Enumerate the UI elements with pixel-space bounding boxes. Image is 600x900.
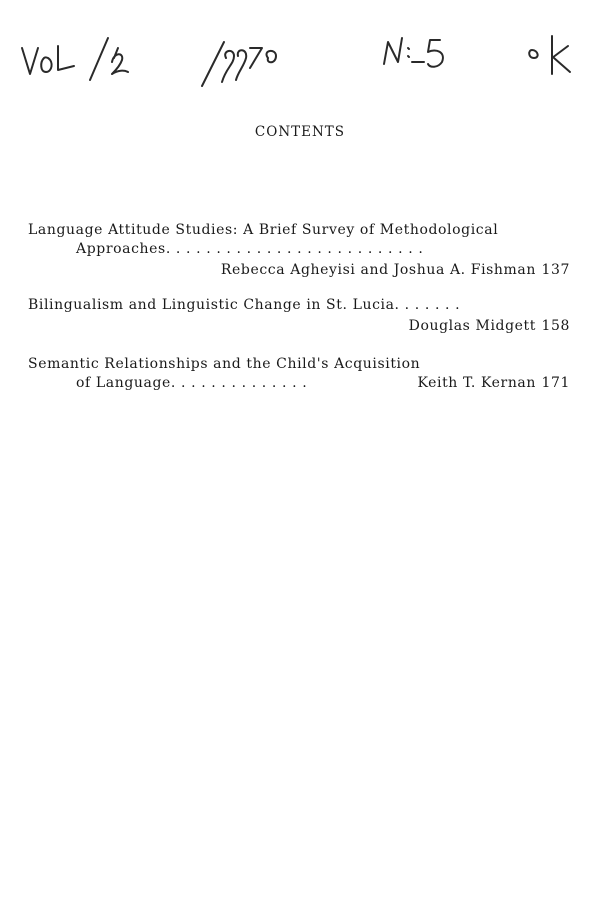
entry-author-line [417, 374, 570, 392]
entry-page-number: 171 [541, 375, 570, 391]
handwriting-volume-number [90, 38, 128, 80]
entry-title-line1: Language Attitude Studies: A Brief Survey of Methodological [28, 222, 499, 238]
entry-title-line2: of Language. . . . . . . . . . . . . . [76, 375, 308, 391]
handwriting-check [529, 36, 570, 74]
entry-author-line [409, 317, 570, 335]
entry-title-line1: Bilingualism and Linguistic Change in St. Lucia. . . . . . . [28, 297, 461, 313]
handwriting-vol [22, 46, 74, 74]
entry-authors: Rebecca Agheyisi and Joshua A. Fishman [220, 262, 536, 278]
entry-title-line2: Approaches. . . . . . . . . . . . . . . . . . . . . . . . . . [76, 241, 424, 257]
entry-author-line [221, 261, 570, 279]
entry-authors: Keith T. Kernan [417, 375, 536, 391]
entry-page-number: 158 [541, 318, 570, 334]
handwriting-year [202, 42, 276, 86]
handwriting-number [384, 38, 443, 67]
contents-heading: CONTENTS [254, 124, 346, 140]
entry-page-number: 137 [541, 262, 570, 278]
entry-authors: Douglas Midgett [408, 318, 536, 334]
entry-title-line1: Semantic Relationships and the Child's Acquisition [28, 356, 421, 372]
handwritten-annotation [0, 8, 600, 88]
